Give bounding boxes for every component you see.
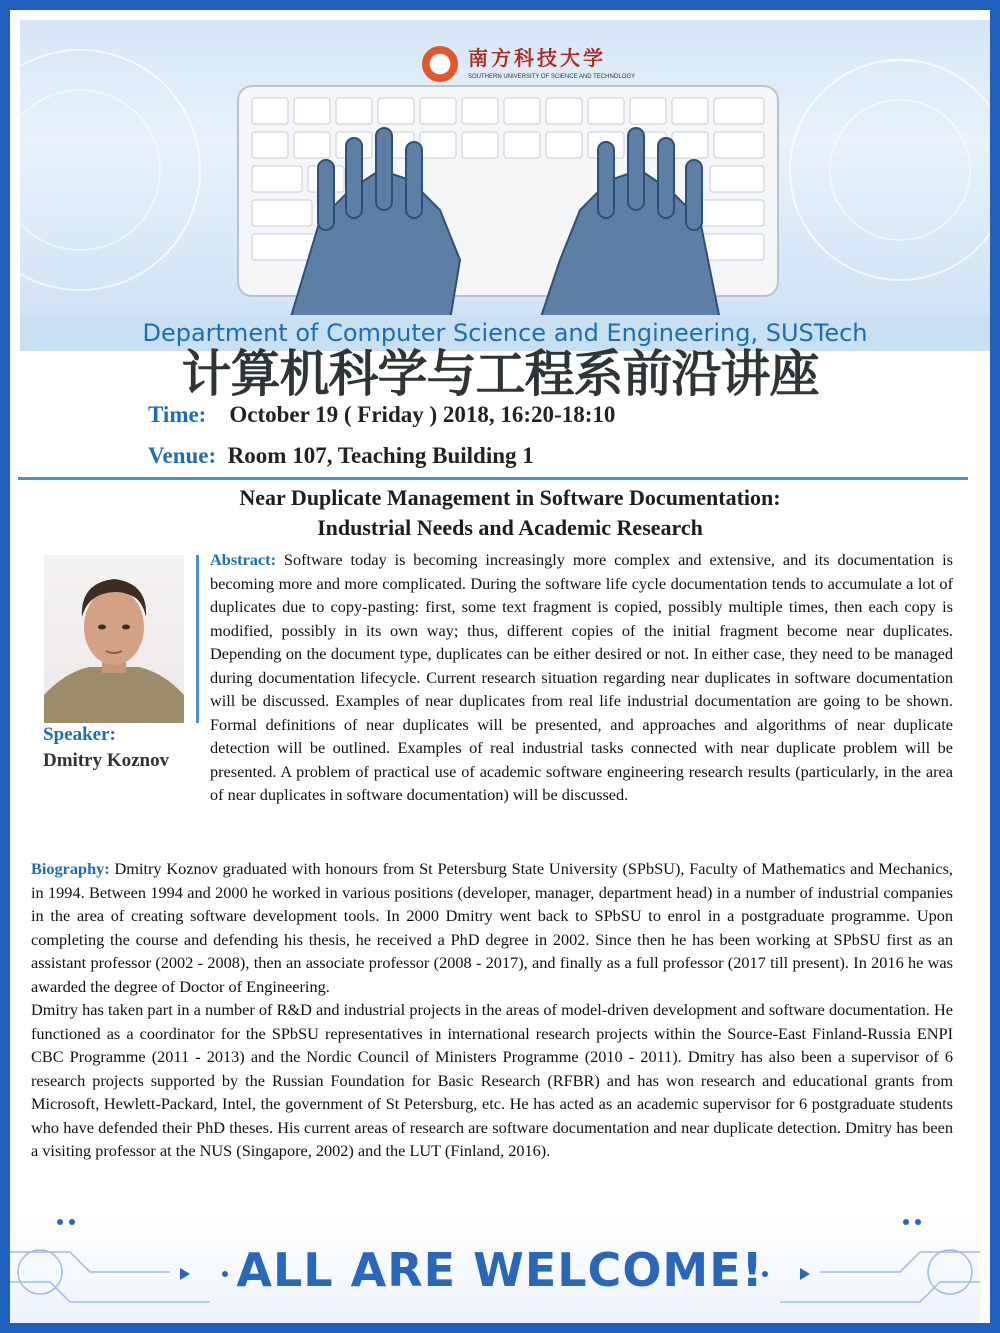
- abstract-text: Software today is becoming increasingly more complex and extensive, and its documentation is becoming more and more complicated. During the software life cycle documentation tends to accumulate a lot of duplicates due to copy-pasting: first, some text fragment is copied, possibly multiple times, then each copy is modified, possibly in its own way; thus, different copies of the initial fragment become near duplicates. Depending on the document type, duplicates can be either desired or not. In either case, they need to be managed during documentation lifecycle. Current research situation regarding near duplicates in software documentation will be discussed. Examples of near duplicates from real life industrial documentation are going to be shown. Formal definitions of near duplicates will be presented, and approaches and algorithms of near duplicate detection will be outlined. Examples of real industrial tasks connected with near duplicate problem will be presented. A problem of practical use of academic software engineering research results (particularly, in the area of near duplicates in software documentation) will be discussed.: [210, 550, 953, 804]
- venue-value: Room 107, Teaching Building 1: [227, 443, 534, 468]
- abstract-accent-bar: [196, 555, 199, 723]
- biography-paragraph-2: Dmitry has taken part in a number of R&D and industrial projects in the areas of model-driven development and software documentation. He functioned as a coordinator for the SPbSU representatives in international research projects within the Source-East Finland-Russia ENPI CBC Programme (2011 - 2013) and the Nordic Council of Ministers Programme (2010 - 2011). Dmitry has also been a supervisor of 6 research projects supported by the Russian Foundation for Basic Research (RFBR) and has won research and educational grants from Microsoft, Hewlett-Packard, Intel, the government of St Petersburg, etc. He has acted as an academic supervisor for 6 postgraduate students who have defended their PhD theses. His current areas of research are software documentation and near duplicate detection. Dmitry has been a visiting professor at the NUS (Singapore, 2002) and the LUT (Finland, 2016).: [31, 1000, 953, 1160]
- welcome-banner: ALL ARE WELCOME!: [236, 1243, 764, 1297]
- university-name-cn: 南方科技大学: [468, 46, 606, 70]
- speaker-label: Speaker:: [43, 724, 116, 745]
- talk-title-line2: Industrial Needs and Academic Research: [317, 515, 703, 540]
- speaker-portrait: [44, 555, 184, 723]
- time-label: Time:: [148, 402, 207, 427]
- abstract-section: [210, 548, 953, 807]
- biography-paragraph-1: [31, 857, 953, 998]
- department-name: Department of Computer Science and Engineering, SUSTech: [142, 319, 868, 347]
- talk-title: [60, 483, 960, 543]
- hero-banner: [20, 20, 990, 322]
- biography-label: Biography:: [31, 859, 110, 878]
- section-divider: [18, 477, 968, 480]
- lecture-series-title-cn: 计算机科学与工程系前沿讲座: [181, 345, 819, 403]
- biography-text-1: Dmitry Koznov graduated with honours from St Petersburg State University (SPbSU), Faculty of Mathematics and Mechanics, in 1994. Between 1994 and 2000 he worked in various positions (developer, manager, department head) in a number of industrial companies in the area of creating software development tools. In 2000 Dmitry went back to SPbSU to enrol in a postgraduate programme. Upon completing the course and defending his thesis, he received a PhD degree in 2002. Since then he has been working at SPbSU first as an assistant professor (2002 - 2008), then an associate professor (2008 - 2017), and finally as a full professor (2017 till present). In 2016 he was awarded the degree of Doctor of Engineering.: [31, 859, 953, 996]
- event-venue: [148, 443, 534, 469]
- talk-title-line1: Near Duplicate Management in Software Documentation:: [239, 485, 781, 510]
- biography-section: [31, 857, 953, 1163]
- university-emblem-icon: [422, 46, 458, 82]
- abstract-label: Abstract:: [210, 550, 277, 569]
- time-value: October 19 ( Friday ) 2018, 16:20-18:10: [229, 402, 616, 427]
- university-logo: [410, 34, 636, 84]
- event-time: [148, 402, 615, 428]
- speaker-name: Dmitry Koznov: [43, 750, 170, 771]
- speaker-photo: [44, 555, 184, 723]
- venue-label: Venue:: [148, 443, 217, 468]
- university-name-en: SOUTHERN UNIVERSITY OF SCIENCE AND TECHNOLOGY: [468, 74, 636, 80]
